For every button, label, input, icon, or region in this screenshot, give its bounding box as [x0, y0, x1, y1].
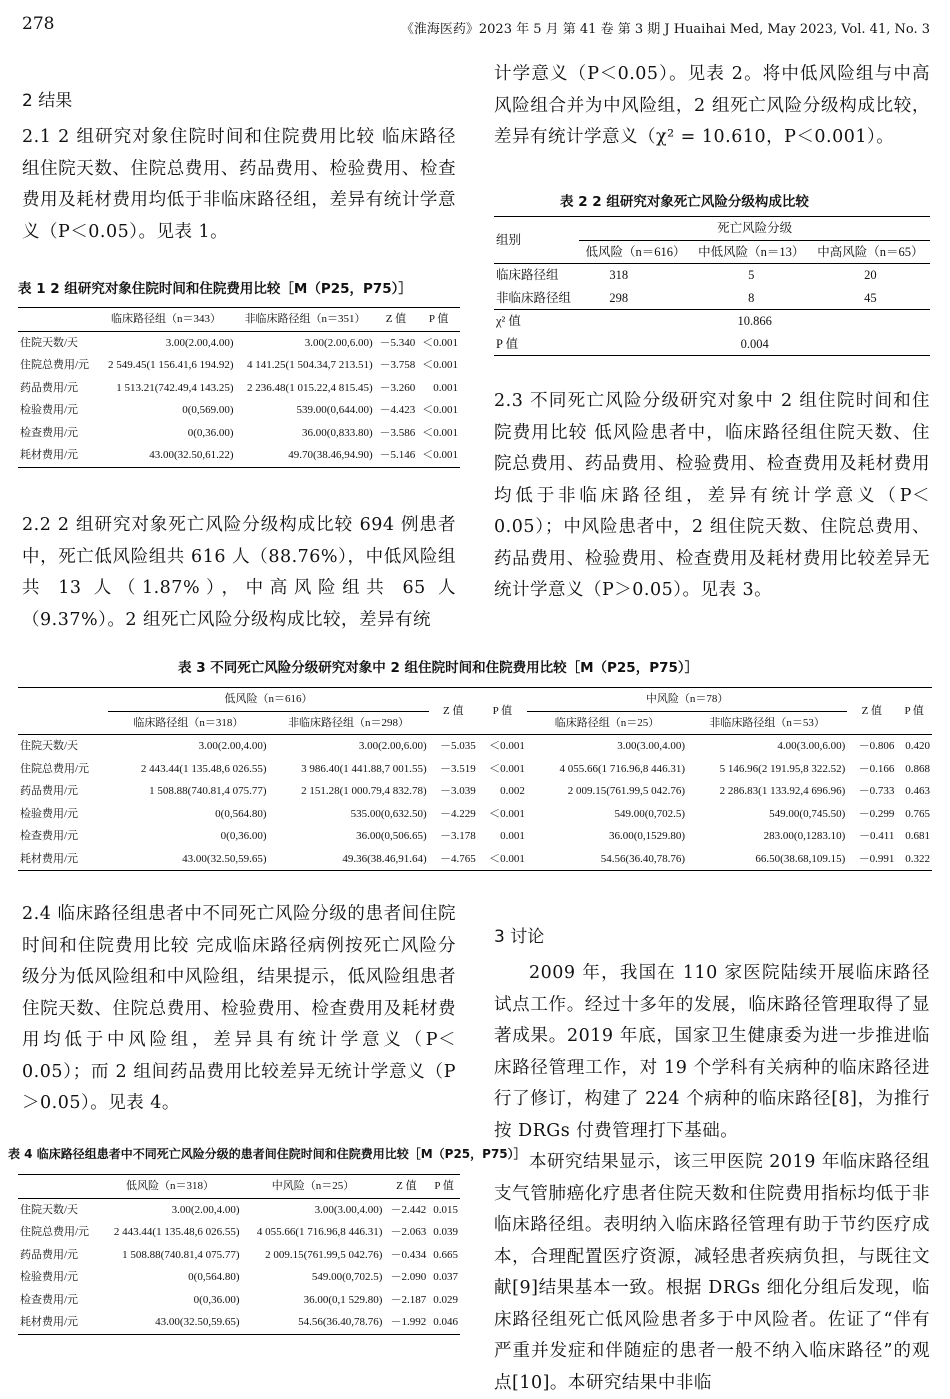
table-cell: 0.665 [433, 1248, 458, 1261]
table-cell: －5.035 [440, 740, 476, 752]
table-cell: 3.00(3.00,4.00) [314, 1203, 383, 1216]
t2-p-label: P 值 [496, 336, 519, 351]
table-row [18, 444, 460, 467]
table-cell: 检查费用/元 [20, 830, 79, 842]
t2-r0-label: 临床路径组 [496, 268, 559, 282]
table-cell: 0(0,36.00) [187, 426, 234, 439]
table-cell: 药品费用/元 [20, 1248, 79, 1261]
table-cell: 36.00(0,833.80) [302, 426, 373, 439]
table-cell: ＜0.001 [422, 404, 458, 416]
table-cell: 0.029 [433, 1293, 458, 1306]
table-row [18, 331, 460, 354]
table-cell: 0.039 [433, 1226, 458, 1238]
table-cell: －4.765 [440, 852, 476, 865]
table-cell: ＜0.001 [489, 852, 525, 865]
t3-sub-3: 非临床路径组（n＝53） [709, 716, 825, 729]
table-row [18, 1311, 460, 1334]
table-cell: 4 055.66(1 716.96,8 446.31) [559, 762, 686, 775]
t4-col-1: 低风险（n＝318） [126, 1180, 215, 1192]
table-cell: 49.70(38.46,94.90) [288, 449, 373, 461]
t1-col-1: 临床路径组（n＝343） [110, 313, 221, 325]
table-cell: －3.519 [440, 762, 476, 775]
t3-low-label: 低风险（n＝616） [108, 688, 428, 712]
table-3-title: 表 3 不同死亡风险分级研究对象中 2 组住院时间和住院费用比较［M（P25，P75）］ [178, 660, 699, 676]
t2-r0-c3: 20 [864, 268, 877, 282]
table-cell: ＜0.001 [489, 740, 525, 752]
table-cell: 3 986.40(1 441.88,7 001.55) [301, 762, 427, 775]
table-cell: －2.442 [390, 1203, 427, 1216]
table-cell: －0.806 [858, 740, 895, 752]
table-cell: 54.56(36.40,78.76) [600, 852, 686, 865]
section-2-1 [22, 122, 456, 248]
table-cell: 0.681 [905, 830, 930, 842]
section-2-2 [22, 510, 456, 636]
table-cell: 54.56(36.40,78.76) [298, 1316, 383, 1328]
table-row [494, 287, 930, 310]
t4-col-3: Z 值 [396, 1180, 417, 1192]
table-cell: 3.00(3.00,4.00) [617, 740, 686, 752]
table-cell: 2 009.15(761.99,5 042.76) [265, 1248, 383, 1261]
t2-col-2: 中高风险（n＝65） [817, 244, 924, 259]
table-2 [494, 216, 930, 356]
table-cell: 539.00(0,644.00) [296, 404, 373, 416]
table-cell: 283.00(0,1283.10) [763, 830, 846, 842]
section-3-body [494, 958, 930, 1399]
table-cell: 0.322 [905, 852, 930, 865]
section-3-p2: 本研究结果显示，该三甲医院 2019 年临床路径组支气管肺癌化疗患者住院天数和住院费用指标均低于非临床路径组。表明纳入临床路径管理有助于节约医疗成本，合理配置医疗资源，减轻患者疾病负担，与既往文献[9]结果基本一致。根据 DRGs 细化分组后发现，临床路径组死亡低风险患者多于中风险者。佐证了“伴有严重并发症和伴随症的患者一般不纳入临床路径”的观点[10]。本研究结果中非临 [494, 1152, 930, 1393]
table-cell: 2 151.28(1 000.79,4 832.78) [301, 785, 427, 797]
section-2-4 [22, 899, 456, 1120]
table-cell: 535.00(0,632.50) [350, 807, 427, 820]
table-cell: －5.146 [379, 449, 416, 461]
section-3-heading: 3 讨论 [494, 927, 545, 947]
table-cell: 1 513.21(742.49,4 143.25) [116, 381, 234, 394]
table-row [18, 848, 932, 871]
t2-r0-c1: 318 [609, 268, 629, 282]
table-cell: 549.00(0,702.5) [311, 1271, 383, 1283]
table-row [18, 803, 932, 826]
t3-p-label-1: P 值 [492, 704, 513, 717]
section-2-4-text: 2.4 临床路径组患者中不同死亡风险分级的患者间住院时间和住院费用比较 完成临床路径病例按死亡风险分级分为低风险组和中风险组，结果提示，低风险组患者住院天数、住院总费用、检验费用、检查费用及耗材费用均低于中风险组，差异具有统计学意义（P＜0.05）；而 2 组间药品费用比较差异无统计学意义（P＞0.05）。见表 4。 [22, 904, 456, 1113]
table-cell: 549.00(0,702.5) [614, 807, 686, 820]
table-cell: 0(0,36.00) [193, 1293, 240, 1306]
t3-sub-0: 临床路径组（n＝318） [133, 716, 244, 729]
t4-col-0 [18, 1175, 99, 1199]
page-number: 278 [22, 14, 55, 34]
t2-chi-label: χ² 值 [496, 314, 521, 328]
table-cell: 2 009.15(761.99,5 042.76) [567, 785, 686, 797]
table-cell: 住院天数/天 [20, 1203, 79, 1216]
t4-col-2: 中风险（n＝25） [271, 1180, 355, 1192]
table-cell: ＜0.001 [422, 449, 458, 461]
section-2-3 [494, 386, 930, 607]
table-cell: 耗材费用/元 [20, 1316, 79, 1328]
table-cell: 2 443.44(1 135.48,6 026.55) [113, 1226, 240, 1238]
t3-p-label-2: P 值 [904, 704, 924, 717]
table-cell: 0(0,564.80) [188, 1271, 240, 1283]
table-cell: 检验费用/元 [20, 1271, 79, 1283]
table-cell: 0.046 [433, 1316, 458, 1328]
table-cell: 检查费用/元 [20, 1293, 79, 1306]
t2-span-label: 死亡风险分级 [579, 217, 930, 241]
table-cell: 住院总费用/元 [20, 359, 90, 371]
t2-r1-c1: 298 [609, 290, 629, 305]
t2-r1-c3: 45 [864, 290, 877, 305]
table-cell: 检查费用/元 [20, 426, 79, 439]
table-cell: －3.178 [440, 830, 476, 842]
table-cell: 3.00(2.00,4.00) [165, 336, 234, 349]
table-cell: －0.166 [858, 762, 895, 775]
t1-col-3: Z 值 [385, 313, 407, 325]
table-cell: ＜0.001 [489, 762, 525, 775]
t2-col-1: 中低风险（n＝13） [698, 244, 805, 259]
t2-chi-value: 10.866 [737, 314, 772, 328]
t1-col-4: P 值 [428, 313, 449, 325]
table-1-title: 表 1 2 组研究对象住院时间和住院费用比较［M（P25，P75）］ [18, 281, 412, 297]
t3-sub-1: 非临床路径组（n＝298） [288, 716, 410, 729]
table-cell: －2.063 [390, 1226, 427, 1238]
table-cell: 2 286.83(1 133.92,4 696.96) [719, 785, 846, 797]
table-cell: 0.015 [433, 1203, 458, 1216]
table-cell: －3.039 [440, 785, 476, 797]
table-row [18, 825, 932, 848]
section-2-1-text: 2.1 2 组研究对象住院时间和住院费用比较 临床路径组住院天数、住院总费用、药品费用、检验费用、检查费用及耗材费用均低于非临床路径组，差异有统计学意义（P＜0.05）。见表 1。 [22, 127, 456, 242]
table-cell: 耗材费用/元 [20, 449, 79, 461]
table-row [494, 310, 930, 333]
table-cell: －0.733 [858, 785, 895, 797]
section-2-2-cont-text: 计学意义（P＜0.05）。见表 2。将中低风险组与中高风险组合并为中风险组，2 组死亡风险分级构成比较，差异有统计学意义（χ² = 10.610，P＜0.001）。 [494, 64, 930, 147]
section-2-2-text: 2.2 2 组研究对象死亡风险分级构成比较 694 例患者中，死亡低风险组共 616 人（88.76%），中低风险组共 13 人（1.87%），中高风险组共 65 人（9.37%）。2 组死亡风险分级构成比较，差异有统 [22, 515, 456, 630]
table-cell: 0.765 [905, 807, 930, 820]
table-cell: 0.868 [905, 762, 930, 775]
table-cell: 5 146.96(2 191.95,8 322.52) [719, 762, 846, 775]
table-cell: 耗材费用/元 [20, 852, 79, 865]
table-cell: 66.50(38.68,109.15) [755, 852, 846, 865]
table-cell: －2.090 [390, 1271, 427, 1283]
table-cell: －2.187 [390, 1293, 427, 1306]
table-cell: 0.420 [905, 740, 930, 752]
table-row [18, 1221, 460, 1244]
table-cell: ＜0.001 [422, 336, 458, 349]
table-cell: 0.001 [433, 381, 458, 394]
table-cell: －4.423 [379, 404, 416, 416]
t1-col-0 [18, 308, 96, 332]
table-row [18, 735, 932, 758]
table-cell: －3.260 [379, 381, 416, 394]
table-cell: 0(0,569.00) [182, 404, 234, 416]
table-row [18, 354, 460, 377]
table-cell: 549.00(0,745.50) [769, 807, 846, 820]
table-cell: －4.229 [440, 807, 476, 820]
table-4-title: 表 4 临床路径组患者中不同死亡风险分级的患者间住院时间和住院费用比较［M（P25，P75）］ [8, 1147, 526, 1161]
table-cell: 0(0,36.00) [220, 830, 267, 842]
table-cell: 药品费用/元 [20, 785, 79, 797]
t3-sub-2: 临床路径组（n＝25） [554, 716, 660, 729]
table-cell: 住院总费用/元 [20, 762, 90, 775]
t4-col-4: P 值 [434, 1180, 454, 1192]
table-cell: －0.991 [858, 852, 895, 865]
table-row [18, 422, 460, 445]
table-cell: ＜0.001 [422, 359, 458, 371]
table-row [18, 1244, 460, 1267]
table-cell: －0.299 [858, 807, 895, 820]
section-2-3-text: 2.3 不同死亡风险分级研究对象中 2 组住院时间和住院费用比较 低风险患者中，临床路径组住院天数、住院总费用、药品费用、检验费用、检查费用及耗材费用均低于非临床路径组，差异有统计学意义（P＜0.05）；中风险患者中，2 组住院天数、住院总费用、药品费用、检验费用、检查费用及耗材费用比较差异无统计学意义（P＞0.05）。见表 3。 [494, 391, 930, 600]
table-cell: 43.00(32.50,59.65) [155, 1316, 240, 1328]
table-cell: 2 443.44(1 135.48,6 026.55) [140, 762, 267, 775]
table-cell: 药品费用/元 [20, 381, 79, 394]
table-row [18, 758, 932, 781]
table-row [18, 377, 460, 400]
table-cell: 2 236.48(1 015.22,4 815.45) [247, 381, 373, 394]
table-1 [18, 307, 460, 468]
t2-r1-c2: 8 [748, 290, 755, 305]
table-cell: 43.00(32.50,61.22) [149, 449, 234, 461]
table-cell: 2 549.45(1 156.41,6 194.92) [107, 359, 234, 371]
table-cell: 3.00(2.00,4.00) [198, 740, 267, 752]
section-2-heading: 2 结果 [22, 91, 73, 111]
table-4 [18, 1174, 460, 1335]
table-cell: 检验费用/元 [20, 404, 79, 416]
t3-mid-label: 中风险（n＝78） [527, 688, 847, 712]
table-cell: 0.001 [500, 830, 525, 842]
table-cell: 0.037 [433, 1271, 458, 1283]
table-cell: 4.00(3.00,6.00) [777, 740, 846, 752]
table-cell: 36.00(0,1 529.80) [303, 1293, 383, 1306]
t3-z-label-2: Z 值 [861, 704, 883, 717]
table-cell: 住院总费用/元 [20, 1226, 90, 1238]
t2-r0-c2: 5 [748, 268, 755, 282]
t2-col-0: 低风险（n＝616） [585, 244, 686, 259]
section-2-2-continued [494, 59, 930, 154]
section-3-p1: 2009 年，我国在 110 家医院陆续开展临床路径试点工作。经过十多年的发展，临床路径管理取得了显著成果。2019 年底，国家卫生健康委为进一步推进临床路径管理工作，对 19 个学科有关病种的临床路径进行了修订，构建了 224 个病种的临床路径[8]，为推行按 DRGs 付费管理打下基础。 [494, 963, 930, 1141]
table-cell: －5.340 [379, 336, 416, 349]
table-cell: 住院天数/天 [20, 336, 79, 349]
table-row [494, 264, 930, 287]
table-cell: 3.00(2.00,6.00) [358, 740, 427, 752]
table-row [18, 1266, 460, 1289]
table-cell: 43.00(32.50,59.65) [182, 852, 267, 865]
table-cell: －3.586 [379, 426, 416, 439]
running-header: 《淮海医药》2023 年 5 月 第 41 卷 第 3 期 J Huaihai Med, May 2023, Vol. 41, No. 3 [400, 22, 930, 37]
table-row [18, 1289, 460, 1312]
table-cell: －0.411 [859, 830, 895, 842]
t2-r1-label: 非临床路径组 [496, 290, 572, 305]
table-cell: ＜0.001 [489, 807, 525, 820]
table-cell: 0.002 [500, 785, 525, 797]
table-row [18, 399, 460, 422]
table-cell: 检验费用/元 [20, 807, 79, 820]
table-cell: 4 141.25(1 504.34,7 213.51) [247, 359, 373, 371]
table-cell: －0.434 [390, 1248, 427, 1261]
table-cell: 1 508.88(740.81,4 075.77) [122, 1248, 240, 1261]
t2-p-value: 0.004 [740, 336, 769, 351]
table-cell: 49.36(38.46,91.64) [342, 852, 427, 865]
table-3 [18, 687, 932, 871]
t2-group-label: 组别 [496, 232, 522, 247]
table-cell: 住院天数/天 [20, 740, 79, 752]
table-cell: 0.463 [905, 785, 930, 797]
table-cell: 3.00(2.00,4.00) [171, 1203, 240, 1216]
table-cell: 1 508.88(740.81,4 075.77) [149, 785, 267, 797]
table-cell: 36.00(0,1529.80) [609, 830, 686, 842]
table-row [494, 333, 930, 356]
table-cell: 3.00(2.00,6.00) [304, 336, 373, 349]
table-cell: －1.992 [390, 1316, 427, 1328]
table-row [18, 780, 932, 803]
table-cell: －3.758 [379, 359, 416, 371]
t1-col-2: 非临床路径组（n＝351） [244, 313, 366, 325]
t3-z-label-1: Z 值 [442, 704, 464, 717]
table-cell: ＜0.001 [422, 426, 458, 439]
table-cell: 36.00(0,506.65) [356, 830, 427, 842]
table-cell: 0(0,564.80) [215, 807, 267, 820]
table-2-title: 表 2 2 组研究对象死亡风险分级构成比较 [560, 194, 809, 210]
table-row [18, 1198, 460, 1221]
table-cell: 4 055.66(1 716.96,8 446.31) [256, 1226, 383, 1238]
